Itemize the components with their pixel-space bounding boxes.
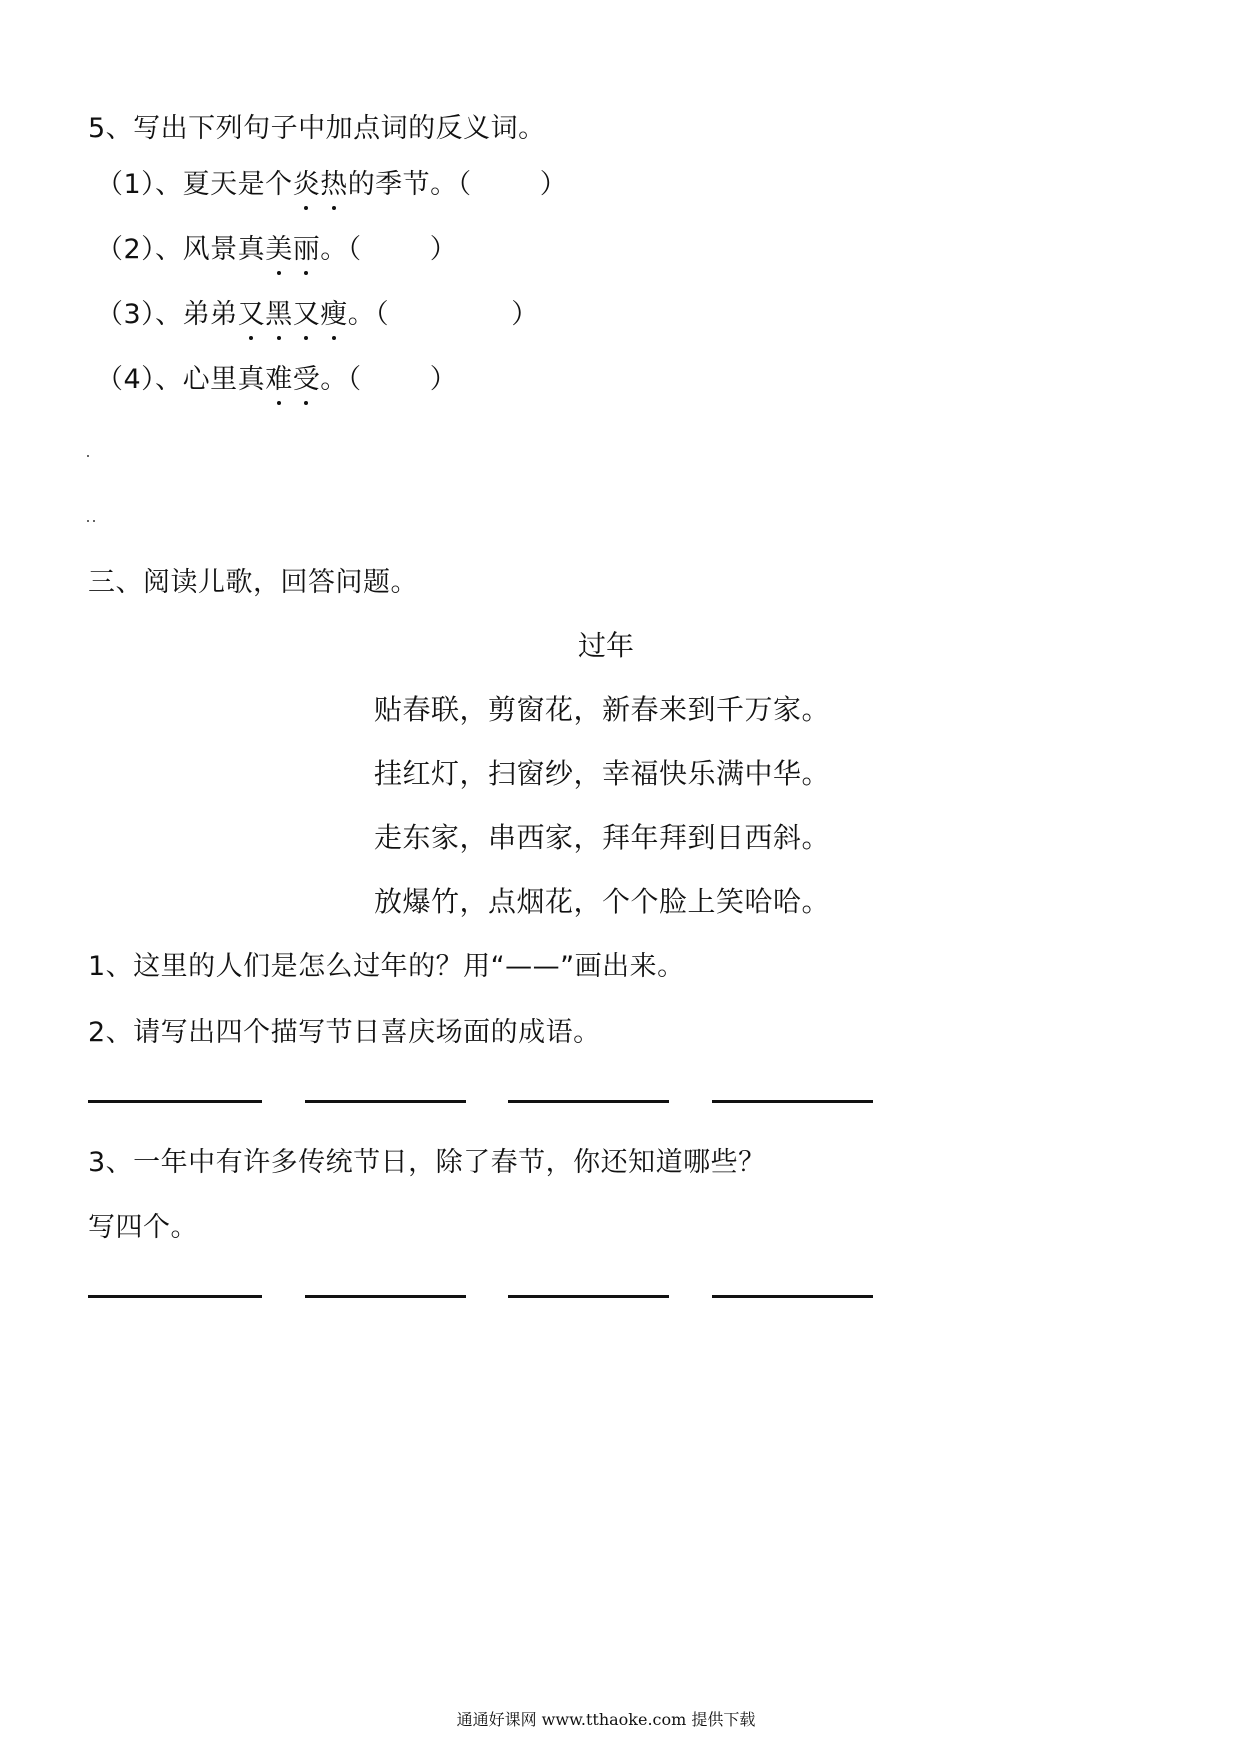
- question-1: 1、这里的人们是怎么过年的？用“——”画出来。: [88, 951, 685, 982]
- item-3-suffix: 。（: [347, 299, 390, 330]
- item-4-prefix: （4）、心里真: [96, 364, 266, 395]
- item-3-dotted-char-3: 又: [293, 292, 321, 331]
- section-5-heading: 5、写出下列句子中加点词的反义词。: [88, 113, 546, 144]
- scan-mark: [87, 455, 89, 457]
- item-2-suffix: 。（: [320, 234, 362, 265]
- answer-line-q2-2[interactable]: [305, 1100, 466, 1103]
- answer-line-q2-1[interactable]: [88, 1100, 262, 1103]
- item-3-close: ）: [511, 299, 539, 330]
- item-4-dotted-char-1: 难: [265, 357, 293, 396]
- scan-mark: [87, 520, 89, 522]
- item-1-close: ）: [539, 169, 568, 200]
- item-1-dotted-char-2: 热: [320, 162, 348, 201]
- question-3: 3、一年中有许多传统节日，除了春节，你还知道哪些？: [88, 1147, 766, 1178]
- poem-title: 过年: [577, 629, 634, 662]
- question-3-continued: 写四个。: [88, 1212, 198, 1243]
- footer-credit: 通通好课网 www.tthaoke.com 提供下载: [456, 1710, 756, 1729]
- item-2-prefix: （2）、风景真: [96, 234, 266, 265]
- poem-line-4: 放爆竹，点烟花，个个脸上笑哈哈。: [374, 885, 831, 918]
- antonym-item-2: [96, 227, 457, 266]
- poem-line-2: 挂红灯，扫窗纱，幸福快乐满中华。: [374, 757, 831, 790]
- item-3-dotted-char-2: 黑: [265, 292, 293, 331]
- item-1-prefix: （1）、夏天是个: [96, 169, 293, 200]
- item-4-dotted-char-2: 受: [293, 357, 321, 396]
- antonym-item-3: [96, 292, 539, 331]
- item-4-suffix: 。（: [320, 364, 362, 395]
- item-3-prefix: （3）、弟弟: [96, 299, 238, 330]
- question-2: 2、请写出四个描写节日喜庆场面的成语。: [88, 1017, 601, 1048]
- item-3-dotted-char-1: 又: [238, 292, 266, 331]
- scan-mark: [93, 520, 95, 522]
- item-2-close: ）: [429, 234, 458, 265]
- item-4-close: ）: [429, 364, 458, 395]
- answer-line-q2-4[interactable]: [712, 1100, 873, 1103]
- item-1-dotted-char-1: 炎: [293, 162, 321, 201]
- item-3-dotted-char-4: 瘦: [320, 292, 348, 331]
- answer-line-q3-1[interactable]: [88, 1295, 262, 1298]
- antonym-item-4: [96, 357, 457, 396]
- antonym-item-1: [96, 162, 567, 201]
- section-3-heading: 三、阅读儿歌，回答问题。: [88, 567, 418, 598]
- item-1-suffix: 的季节。（: [347, 169, 472, 200]
- answer-line-q2-3[interactable]: [508, 1100, 669, 1103]
- answer-line-q3-3[interactable]: [508, 1295, 669, 1298]
- answer-line-q3-4[interactable]: [712, 1295, 873, 1298]
- item-2-dotted-char-1: 美: [265, 227, 293, 266]
- item-2-dotted-char-2: 丽: [293, 227, 321, 266]
- poem-line-1: 贴春联，剪窗花，新春来到千万家。: [374, 693, 831, 726]
- answer-line-q3-2[interactable]: [305, 1295, 466, 1298]
- poem-line-3: 走东家，串西家，拜年拜到日西斜。: [374, 821, 831, 854]
